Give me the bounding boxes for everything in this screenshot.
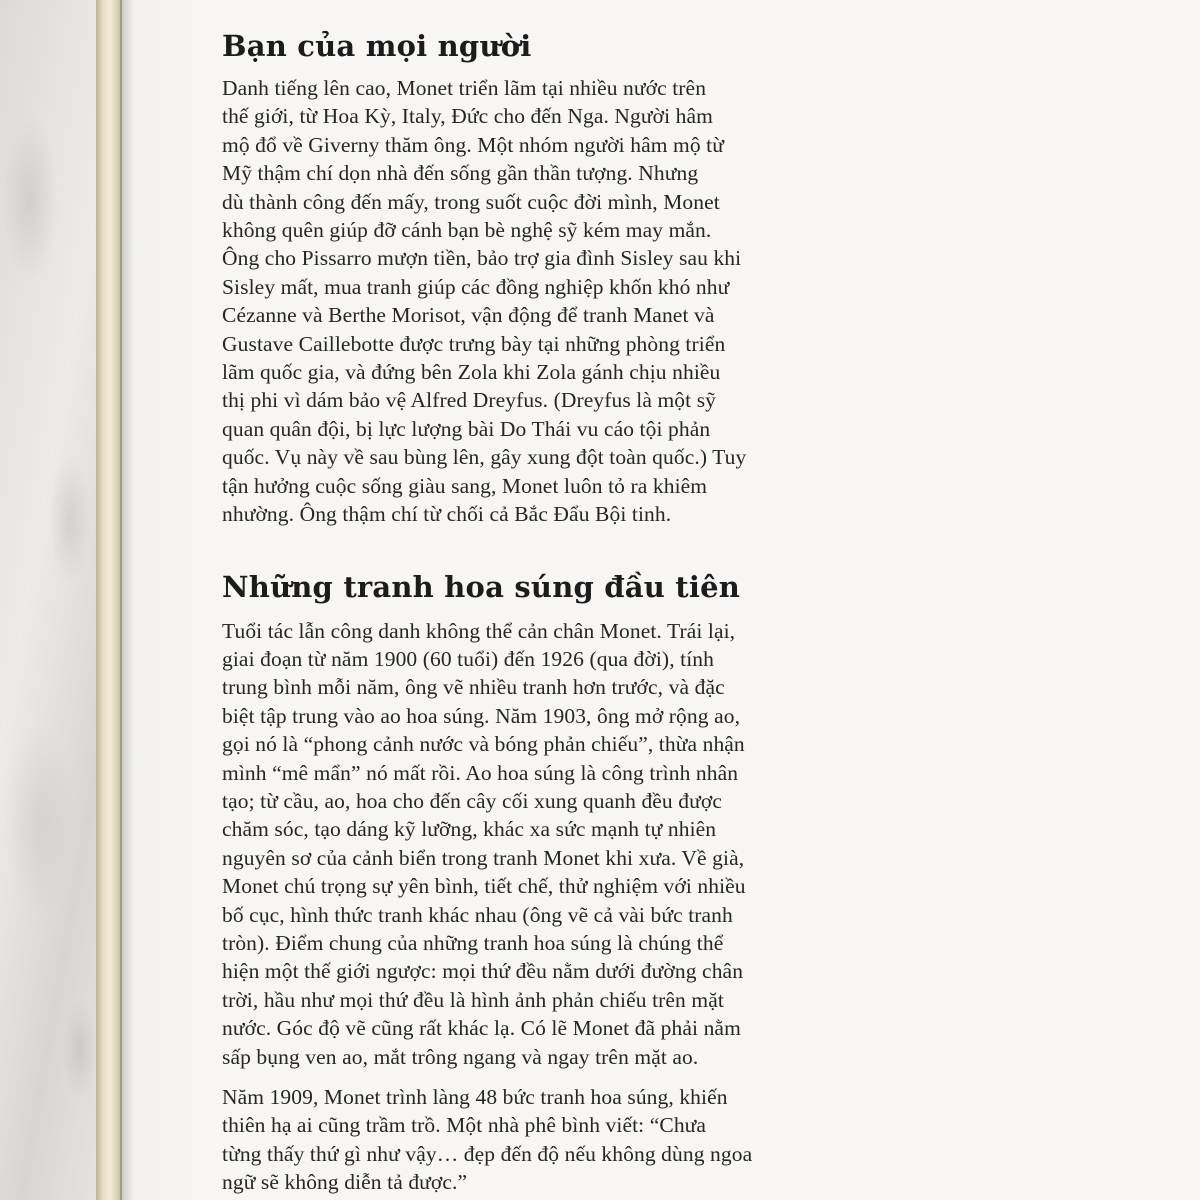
section-paragraph: Danh tiếng lên cao, Monet triển lãm tại nhiều nước trên thế giới, từ Hoa Kỳ, Italy, Đức cho đến Nga. Người hâm mộ đổ về Giverny thăm ông. Một nhóm người hâm mộ từ Mỹ thậm chí dọn nhà đến sống gần thần tượng. Nhưng dù thành công đến mấy, trong suốt cuộc đời mình, Monet không quên giúp đỡ cánh bạn bè nghệ sỹ kém may mắn. Ông cho Pissarro mượn tiền, bảo trợ gia đình Sisley sau khi Sisley mất, mua tranh giúp các đồng nghiệp khốn khó như Cézanne và Berthe Morisot, vận động để tranh Manet và Gustave Caillebotte được trưng bày tại những phòng triển lãm quốc gia, và đứng bên Zola khi Zola gánh chịu nhiều thị phi vì dám bảo vệ Alfred Dreyfus. (Dreyfus là một sỹ quan quân đội, bị lực lượng bài Do Thái vu cáo tội phản quốc. Vụ này về sau bùng lên, gây xung đột toàn quốc.) Tuy tận hưởng cuộc sống giàu sang, Monet luôn tỏ ra khiêm nhường. Ông thậm chí từ chối cả Bắc Đẩu Bội tinh. bbox=[222, 76, 747, 527]
section-paragraph: Năm 1909, Monet trình làng 48 bức tranh hoa súng, khiến thiên hạ ai cũng trầm trồ. Một nhà phê bình viết: “Chưa từng thấy thứ gì như vậy… đẹp đến độ nếu không dùng ngoa ngữ sẽ không diễn tả được.” bbox=[222, 1085, 753, 1195]
page-gutter-shadow bbox=[120, 0, 134, 1200]
section-paragraph: Tuổi tác lẫn công danh không thể cản chân Monet. Trái lại, giai đoạn từ năm 1900 (60 tuổi) đến 1926 (qua đời), tính trung bình mỗi năm, ông vẽ nhiều tranh hơn trước, và đặc biệt tập trung vào ao hoa súng. Năm 1903, ông mở rộng ao, gọi nó là “phong cảnh nước và bóng phản chiếu”, thừa nhận mình “mê mẩn” nó mất rồi. Ao hoa súng là công trình nhân tạo; từ cầu, ao, hoa cho đến cây cối xung quanh đều được chăm sóc, tạo dáng kỹ lưỡng, khác xa sức mạnh tự nhiên nguyên sơ của cảnh biển trong tranh Monet khi xưa. Về già, Monet chú trọng sự yên bình, tiết chế, thử nghiệm với nhiều bố cục, hình thức tranh khác nhau (ông vẽ cả vài bức tranh tròn). Điểm chung của những tranh hoa súng là chúng thể hiện một thế giới ngược: mọi thứ đều nằm dưới đường chân trời, hầu như mọi thứ đều là hình ảnh phản chiếu trên mặt nước. Góc độ vẽ cũng rất khác lạ. Có lẽ Monet đã phải nằm sấp bụng ven ao, mắt trông ngang và ngay trên mặt ao. bbox=[222, 618, 746, 1069]
section-heading-ban-cua-moi-nguoi: Bạn của mọi người bbox=[222, 29, 532, 63]
page-content bbox=[222, 26, 882, 1197]
book-cover-edge bbox=[96, 0, 122, 1200]
section-heading-tranh-hoa-sung: Những tranh hoa súng đầu tiên bbox=[222, 569, 741, 604]
